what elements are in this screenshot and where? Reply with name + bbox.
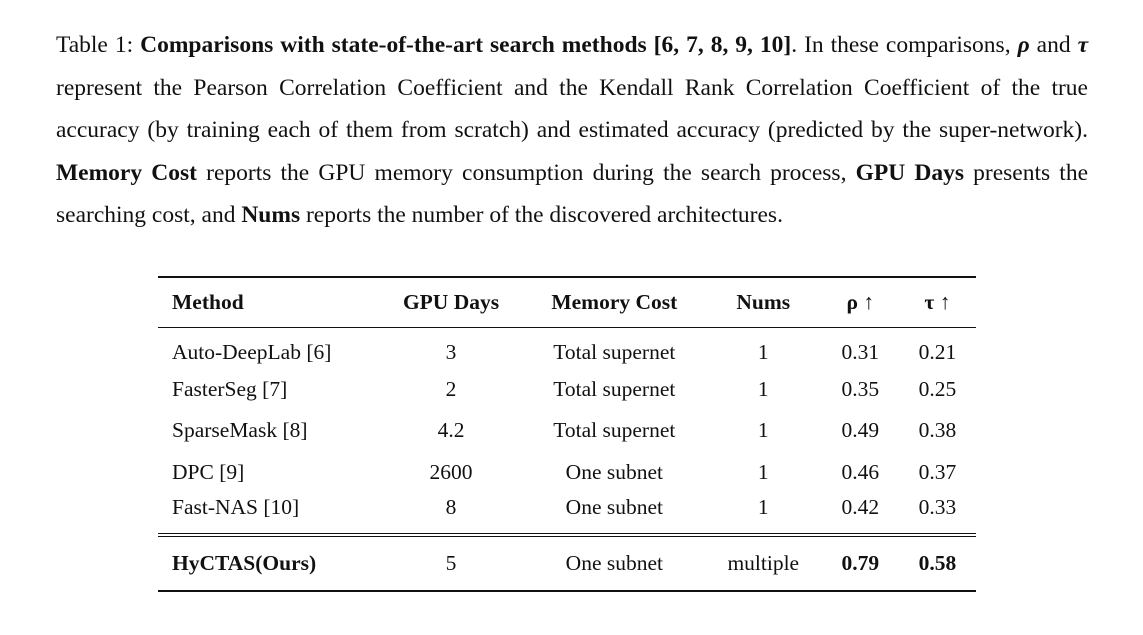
tau-symbol: τ [1077, 32, 1089, 58]
header-memory-cost: Memory Cost [551, 289, 678, 314]
caption-text-1: . In these comparisons, [791, 32, 1018, 58]
caption-nums: Nums [241, 202, 301, 229]
cell-gpu-days: 2600 [429, 459, 473, 484]
table-row [158, 452, 976, 494]
cell-nums: 1 [757, 339, 769, 364]
cell-tau: 0.58 [918, 550, 957, 575]
cell-memory-cost: Total supernet [553, 418, 676, 443]
header-nums: Nums [736, 289, 791, 314]
header-row [158, 277, 976, 327]
cell-method: Fast-NAS [10] [172, 495, 300, 520]
cell-memory-cost: One subnet [565, 550, 663, 575]
cell-memory-cost: Total supernet [553, 376, 676, 401]
cell-gpu-days: 5 [445, 550, 457, 575]
cell-method: FasterSeg [7] [172, 376, 288, 401]
cell-method: HyCTAS(Ours) [172, 550, 317, 575]
cell-rho: 0.35 [841, 376, 880, 401]
caption-title: Comparisons with state-of-the-art search methods [6, 7, 8, 9, 10] [140, 32, 792, 58]
cell-rho: 0.49 [841, 418, 880, 443]
ours-row [158, 535, 976, 591]
cell-nums: multiple [727, 550, 800, 575]
cell-tau: 0.25 [918, 376, 957, 401]
cell-memory-cost: Total supernet [553, 339, 676, 364]
cell-nums: 1 [757, 376, 769, 401]
caption-text-5: presents the searching cost, and [56, 159, 1088, 229]
cell-nums: 1 [757, 418, 769, 443]
caption-text-4: reports the GPU memory consumption during the search process, [196, 159, 856, 186]
cell-rho: 0.79 [841, 550, 880, 575]
table-row [158, 493, 976, 535]
cell-memory-cost: One subnet [565, 459, 663, 484]
caption-memory-cost: Memory Cost [56, 159, 197, 186]
caption-text-6: reports the number of the discovered architectures. [300, 202, 783, 229]
header-rho: ρ ↑ [846, 289, 875, 314]
cell-method: SparseMask [8] [172, 418, 308, 443]
table-caption [56, 24, 1088, 237]
cell-rho: 0.31 [841, 339, 880, 364]
caption-text-3: represent the Pearson Correlation Coefficient and the Kendall Rank Correlation Coefficient of the true accuracy (by training each of them from scratch) and estimated accuracy (predicted by the super-network). [56, 74, 1088, 144]
cell-gpu-days: 2 [445, 376, 457, 401]
cell-rho: 0.46 [841, 459, 880, 484]
cell-nums: 1 [757, 495, 769, 520]
cell-gpu-days: 3 [445, 339, 457, 364]
header-method: Method [172, 289, 244, 314]
caption-label: Table 1: [56, 32, 141, 58]
table-row [158, 369, 976, 411]
cell-tau: 0.21 [918, 339, 957, 364]
header-tau: τ ↑ [924, 289, 951, 314]
cell-method: Auto-DeepLab [6] [172, 339, 332, 364]
header-gpu-days: GPU Days [402, 289, 500, 314]
rho-symbol: ρ [1017, 32, 1030, 58]
cell-rho: 0.42 [841, 495, 880, 520]
caption-text-2: and [1029, 32, 1078, 58]
cell-tau: 0.38 [918, 418, 957, 443]
cell-nums: 1 [757, 459, 769, 484]
caption-gpu-days: GPU Days [855, 159, 964, 186]
cell-memory-cost: One subnet [565, 495, 663, 520]
table-row [158, 410, 976, 452]
cell-tau: 0.33 [918, 495, 957, 520]
table-row [158, 327, 976, 369]
cell-tau: 0.37 [918, 459, 957, 484]
cell-gpu-days: 8 [445, 495, 457, 520]
cell-method: DPC [9] [172, 459, 245, 484]
cell-gpu-days: 4.2 [437, 418, 465, 443]
comparison-table [158, 276, 976, 592]
